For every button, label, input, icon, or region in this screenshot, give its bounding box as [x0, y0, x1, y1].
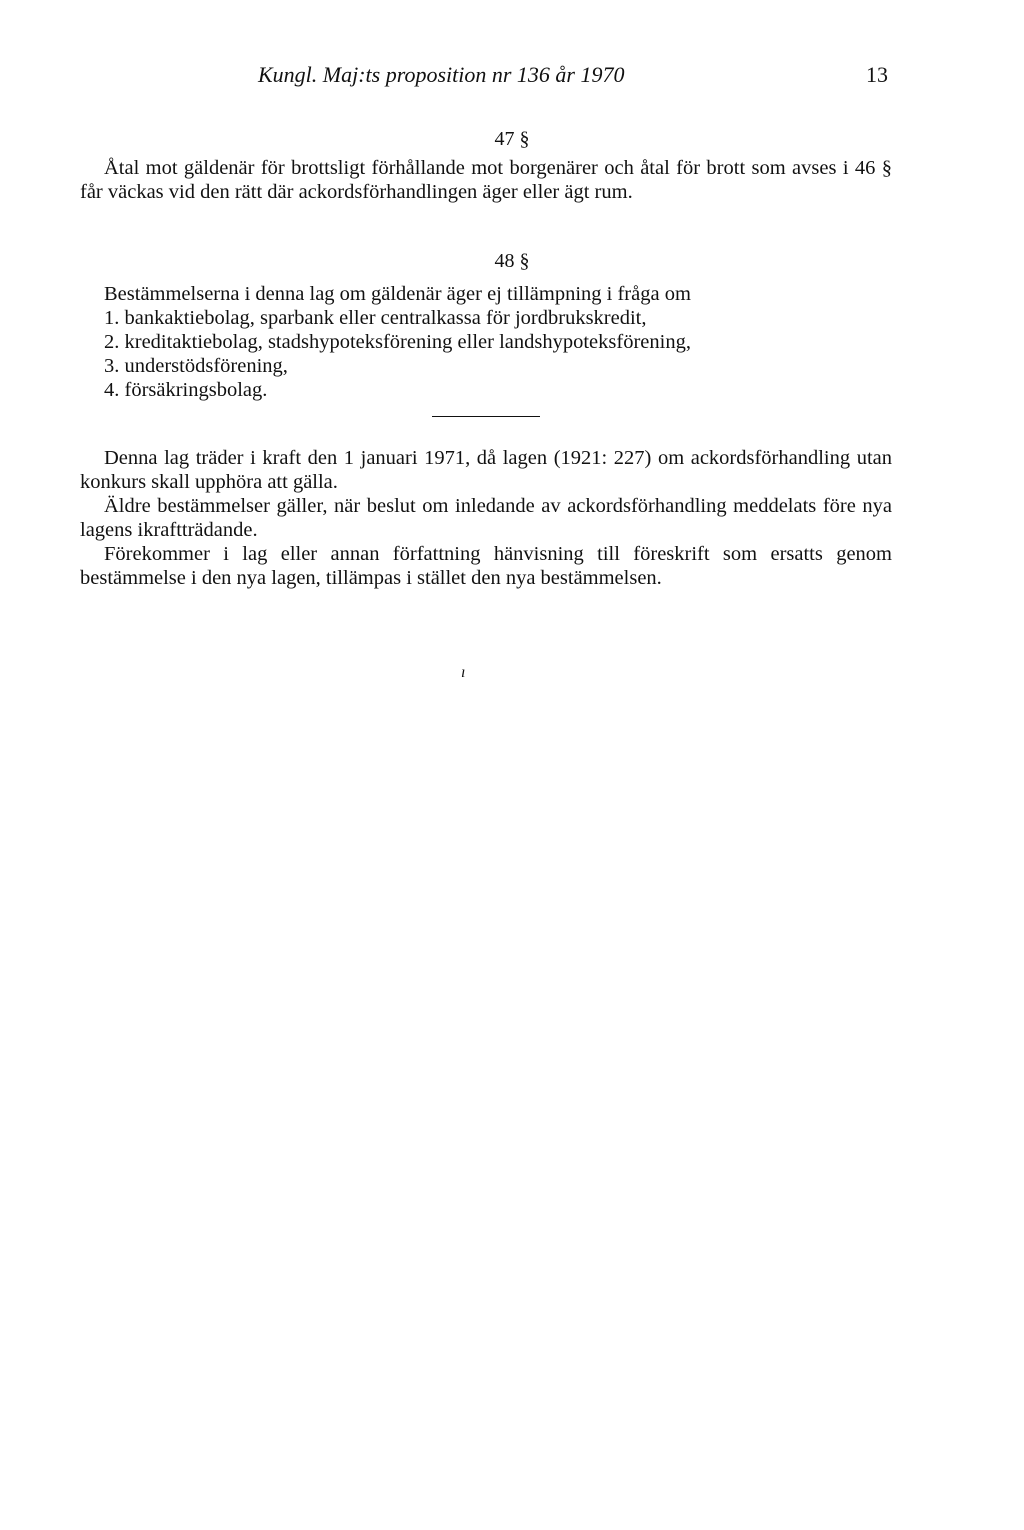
- running-header: [0, 62, 1024, 96]
- section-47-body: [80, 156, 892, 204]
- section-48-body: [80, 282, 892, 402]
- transitional-paragraph: Förekommer i lag eller annan författning hänvisning till föreskrift som ersatts genom bestämmelse i den nya lagen, tillämpas i stället den nya bestämmelsen.: [80, 543, 892, 589]
- page-number: 13: [866, 62, 888, 87]
- list-item: 3. understödsförening,: [104, 355, 288, 377]
- section-heading-48: 48 §: [494, 250, 530, 272]
- list-item: 2. kreditaktiebolag, stadshypoteksförening eller landshypoteksförening,: [104, 331, 691, 353]
- section-divider: [432, 416, 540, 417]
- running-title: Kungl. Maj:ts proposition nr 136 år 1970: [258, 62, 625, 87]
- section-48-intro: Bestämmelserna i denna lag om gäldenär äger ej tillämpning i fråga om: [104, 283, 691, 305]
- transitional-paragraph: Äldre bestämmelser gäller, när beslut om inledande av ackordsförhandling meddelats före nya lagens ikraftträdande.: [80, 495, 892, 541]
- transitional-provisions: [80, 446, 892, 590]
- list-item: 4. försäkringsbolag.: [104, 379, 268, 401]
- stray-mark: ı: [461, 664, 466, 681]
- transitional-paragraph: Denna lag träder i kraft den 1 januari 1971, då lagen (1921: 227) om ackordsförhandling utan konkurs skall upphöra att gälla.: [80, 447, 892, 493]
- section-47-paragraph: Åtal mot gäldenär för brottsligt förhållande mot borgenärer och åtal för brott som avses i 46 § får väckas vid den rätt där ackordsförhandlingen äger eller ägt rum.: [80, 157, 892, 203]
- list-item: 1. bankaktiebolag, sparbank eller centralkassa för jordbrukskredit,: [104, 307, 647, 329]
- section-heading-47: 47 §: [494, 128, 530, 150]
